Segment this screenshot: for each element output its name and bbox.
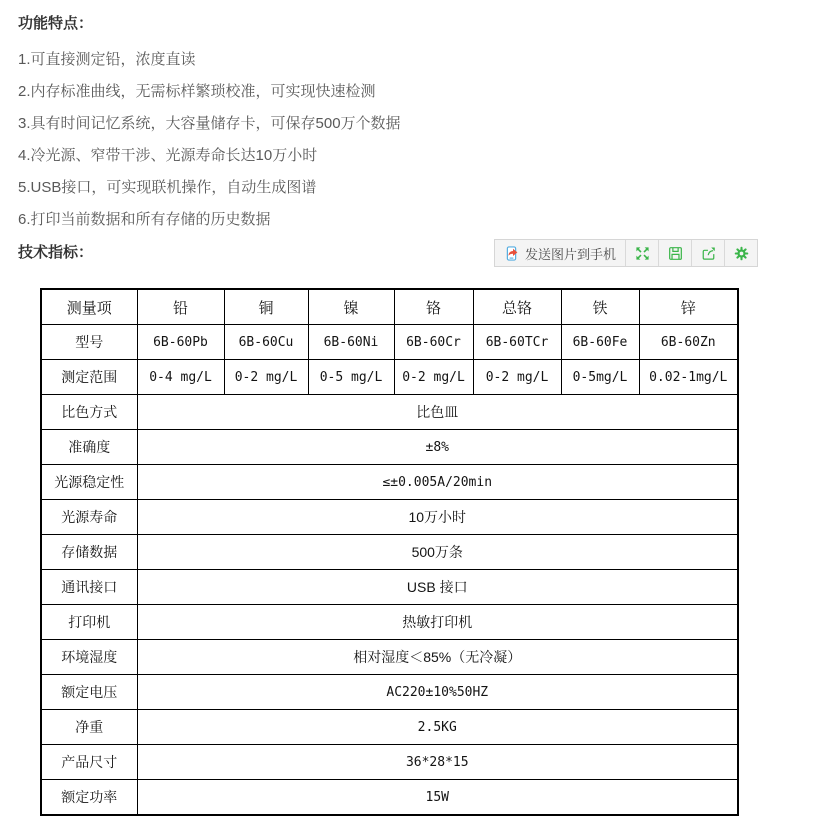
range-cell: 0.02-1mg/L	[639, 360, 738, 395]
header-cell: 铜	[224, 289, 308, 325]
range-cell: 0-2 mg/L	[394, 360, 473, 395]
share-icon	[701, 246, 716, 261]
settings-button[interactable]	[724, 240, 757, 266]
table-row	[41, 430, 738, 465]
table-header-row	[41, 289, 738, 325]
range-cell: 0-4 mg/L	[137, 360, 224, 395]
features-title: 功能特点：	[18, 15, 94, 32]
row-label: 光源寿命	[41, 500, 137, 535]
model-cell: 6B-60Pb	[137, 325, 224, 360]
model-row	[41, 325, 738, 360]
header-cell: 铬	[394, 289, 473, 325]
table-row	[41, 780, 738, 816]
row-value: 热敏打印机	[137, 605, 738, 640]
save-icon	[668, 246, 683, 261]
row-label: 产品尺寸	[41, 745, 137, 780]
share-button[interactable]	[691, 240, 724, 266]
specs-header-row	[18, 238, 827, 268]
table-row	[41, 535, 738, 570]
table-row	[41, 640, 738, 675]
row-label: 比色方式	[41, 395, 137, 430]
row-label: 测定范围	[41, 360, 137, 395]
send-to-phone-label: 发送图片到手机	[524, 246, 616, 262]
table-row	[41, 570, 738, 605]
row-value: USB 接口	[137, 570, 738, 605]
feature-list	[18, 44, 827, 236]
feature-item-6: 6.打印当前数据和所有存储的历史数据	[18, 211, 271, 228]
specs-title: 技术指标：	[18, 244, 94, 261]
row-label: 通讯接口	[41, 570, 137, 605]
feature-item-3: 3.具有时间记忆系统，大容量储存卡，可保存500万个数据	[18, 115, 401, 132]
table-row	[41, 605, 738, 640]
row-value: ≤±0.005A/20min	[137, 465, 738, 500]
save-button[interactable]	[658, 240, 691, 266]
feature-item-5: 5.USB接口，可实现联机操作，自动生成图谱	[18, 179, 317, 196]
table-row	[41, 465, 738, 500]
expand-button[interactable]	[625, 240, 658, 266]
header-cell: 总铬	[473, 289, 561, 325]
model-cell: 6B-60Cu	[224, 325, 308, 360]
row-value: 500万条	[137, 535, 738, 570]
table-row	[41, 395, 738, 430]
row-label: 净重	[41, 710, 137, 745]
feature-item-2: 2.内存标准曲线，无需标样繁琐校准，可实现快速检测	[18, 83, 376, 100]
header-cell: 锌	[639, 289, 738, 325]
table-row	[41, 500, 738, 535]
model-cell: 6B-60Zn	[639, 325, 738, 360]
spec-table	[40, 288, 739, 816]
header-cell: 测量项	[41, 289, 137, 325]
feature-item-1: 1.可直接测定铅，浓度直读	[18, 51, 196, 68]
row-label: 环境湿度	[41, 640, 137, 675]
header-cell: 镍	[308, 289, 394, 325]
header-cell: 铅	[137, 289, 224, 325]
row-value: 15W	[137, 780, 738, 816]
model-cell: 6B-60Ni	[308, 325, 394, 360]
row-value: 2.5KG	[137, 710, 738, 745]
row-value: AC220±10%50HZ	[137, 675, 738, 710]
row-value: 比色皿	[137, 395, 738, 430]
row-value: 10万小时	[137, 500, 738, 535]
feature-item-4: 4.冷光源、窄带干涉、光源寿命长达10万小时	[18, 147, 318, 164]
row-value: 相对湿度＜85%（无冷凝）	[137, 640, 738, 675]
row-label: 准确度	[41, 430, 137, 465]
model-cell: 6B-60Fe	[561, 325, 639, 360]
model-cell: 6B-60TCr	[473, 325, 561, 360]
table-row	[41, 675, 738, 710]
settings-gear-icon	[734, 246, 749, 261]
header-cell: 铁	[561, 289, 639, 325]
range-cell: 0-5 mg/L	[308, 360, 394, 395]
expand-icon	[635, 246, 650, 261]
table-row	[41, 710, 738, 745]
row-label: 打印机	[41, 605, 137, 640]
row-label: 光源稳定性	[41, 465, 137, 500]
row-label: 额定功率	[41, 780, 137, 816]
row-label: 型号	[41, 325, 137, 360]
range-cell: 0-5mg/L	[561, 360, 639, 395]
row-value: 36*28*15	[137, 745, 738, 780]
row-value: ±8%	[137, 430, 738, 465]
send-to-phone-button[interactable]	[495, 240, 625, 266]
range-cell: 0-2 mg/L	[473, 360, 561, 395]
model-cell: 6B-60Cr	[394, 325, 473, 360]
row-label: 额定电压	[41, 675, 137, 710]
row-label: 存储数据	[41, 535, 137, 570]
image-toolbar	[494, 239, 758, 267]
range-cell: 0-2 mg/L	[224, 360, 308, 395]
range-row	[41, 360, 738, 395]
phone-send-icon	[504, 246, 519, 261]
table-row	[41, 745, 738, 780]
